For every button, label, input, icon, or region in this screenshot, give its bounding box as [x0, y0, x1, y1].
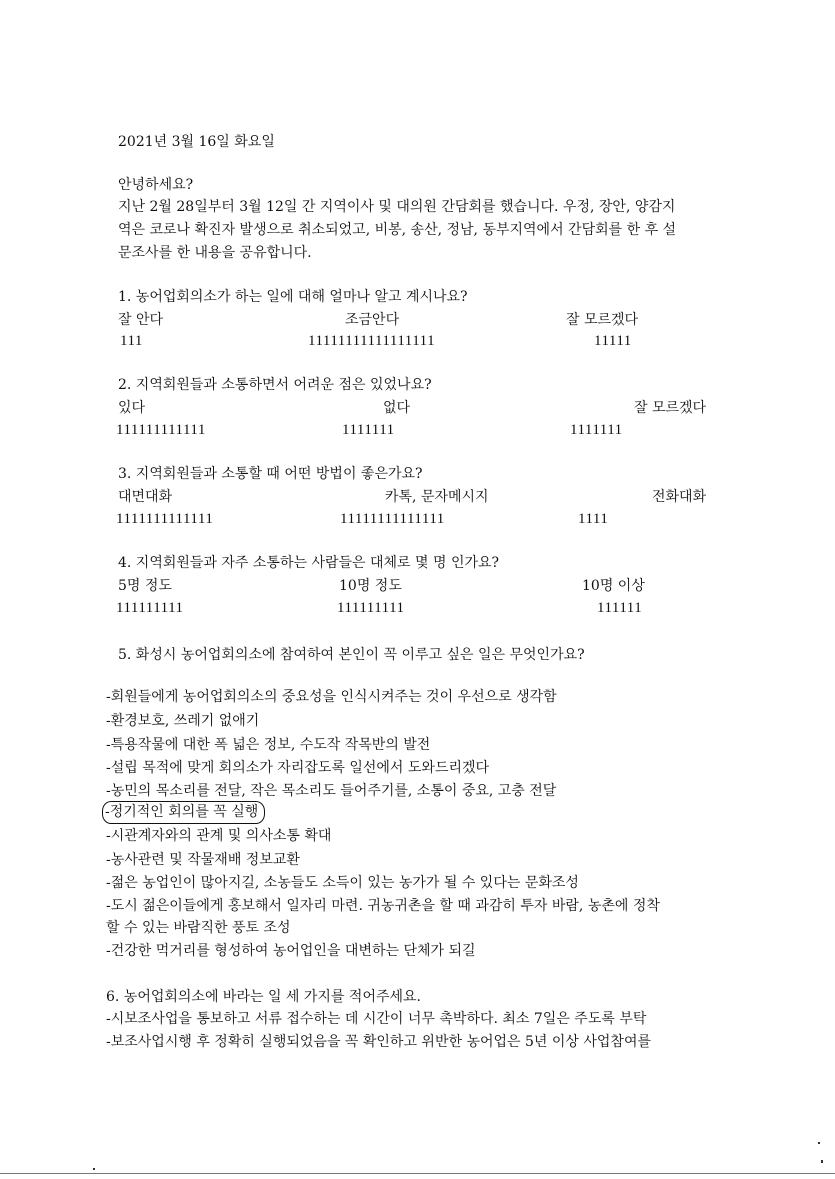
q5-answer: -젊은 농업인이 많아지길, 소농들도 소득이 있는 농가가 될 수 있다는 문화조성: [106, 875, 579, 891]
q3-option-2: 카톡, 문자메시지: [385, 489, 489, 505]
intro-line-2: 역은 코로나 확진자 발생으로 취소되었고, 비봉, 송산, 정남, 동부지역에서 간담회를 한 후 설: [118, 222, 677, 238]
q6-answer: -시보조사업을 통보하고 서류 접수하는 데 시간이 너무 촉박하다. 최소 7일은 주도록 부탁: [106, 1011, 647, 1027]
q3-tally-1: 1111111111111: [116, 511, 214, 527]
intro-line-3: 문조사를 한 내용을 공유합니다.: [118, 245, 312, 261]
q5-answer: -환경보호, 쓰레기 없애기: [106, 713, 260, 729]
q4-tally-1: 111111111: [116, 600, 184, 616]
q2-option-3: 잘 모르겠다: [634, 400, 707, 416]
q5-answer: -농민의 목소리를 전달, 작은 목소리도 들어주기를, 소통이 중요, 고충 전달: [106, 783, 557, 799]
q2-option-1: 있다: [118, 400, 146, 416]
q5-question: 5. 화성시 농어업회의소에 참여하여 본인이 꼭 이루고 싶은 일은 무엇인가요?: [118, 647, 585, 663]
q1-tally-1: 111: [120, 333, 143, 349]
q6-question: 6. 농어업회의소에 바라는 일 세 가지를 적어주세요.: [106, 989, 421, 1005]
q5-answer: -건강한 먹거리를 형성하여 농어업인을 대변하는 단체가 되길: [106, 943, 476, 959]
q5-answer: -설립 목적에 맞게 회의소가 자리잡도록 일선에서 도와드리겠다: [106, 760, 490, 776]
scan-speck: [93, 1168, 95, 1170]
q5-answer-circled: [106, 805, 265, 819]
q3-question: 3. 지역회원들과 소통할 때 어떤 방법이 좋은가요?: [118, 466, 423, 482]
q4-tally-2: 111111111: [337, 600, 405, 616]
q1-tally-2: 11111111111111111: [308, 333, 436, 349]
q1-option-3: 잘 모르겠다: [566, 312, 639, 328]
q5-answer: -특용작물에 대한 폭 넓은 정보, 수도작 작목반의 발전: [106, 737, 431, 753]
q5-answer: -회원들에게 농어업회의소의 중요성을 인식시켜주는 것이 우선으로 생각함: [106, 689, 557, 705]
q5-answer: -도시 젊은이들에게 홍보해서 일자리 마련. 귀농귀촌을 할 때 과감히 투자 바람, 농촌에 정착: [106, 898, 660, 914]
greeting: 안녕하세요?: [118, 177, 194, 193]
q4-question: 4. 지역회원들과 자주 소통하는 사람들은 대체로 몇 명 인가요?: [118, 555, 500, 571]
q4-option-3: 10명 이상: [582, 578, 645, 594]
scan-speck: [821, 1160, 823, 1163]
document-date: 2021년 3월 16일 화요일: [118, 134, 275, 150]
q1-option-2: 조금안다: [345, 312, 400, 328]
q3-tally-3: 1111: [578, 511, 609, 527]
q5-answer: -농사관련 및 작물재배 정보교환: [106, 852, 300, 868]
q2-question: 2. 지역회원들과 소통하면서 어려운 점은 있었나요?: [118, 377, 432, 393]
q6-answer: -보조사업시행 후 정확히 실행되었음을 꼭 확인하고 위반한 농어업은 5년 이상 사업참여를: [106, 1034, 652, 1050]
q1-question: 1. 농어업회의소가 하는 일에 대해 얼마나 알고 계시나요?: [118, 289, 468, 305]
page-bottom-edge: [0, 1173, 835, 1174]
q2-tally-1: 111111111111: [116, 422, 206, 438]
q2-option-2: 없다: [383, 400, 411, 416]
intro-line-1: 지난 2월 28일부터 3월 12일 간 지역이사 및 대의원 간담회를 했습니다. 우정, 장안, 양감지: [118, 199, 676, 215]
q3-tally-2: 11111111111111: [340, 511, 445, 527]
q1-tally-3: 11111: [594, 333, 632, 349]
q5-answer: -시관계자와의 관계 및 의사소통 확대: [106, 828, 332, 844]
q2-tally-3: 1111111: [570, 422, 623, 438]
q5-answer: 할 수 있는 바람직한 풍토 조성: [106, 920, 291, 936]
q4-tally-3: 111111: [597, 600, 643, 616]
q3-option-3: 전화대화: [652, 489, 707, 505]
scan-speck: [818, 1142, 820, 1144]
q4-option-1: 5명 정도: [118, 578, 172, 594]
q5-answer-circled-text: -정기적인 회의를 꼭 실행: [102, 801, 265, 824]
q4-option-2: 10명 정도: [339, 578, 402, 594]
q2-tally-2: 1111111: [342, 422, 395, 438]
q3-option-1: 대면대화: [118, 489, 173, 505]
q1-option-1: 잘 안다: [118, 312, 164, 328]
